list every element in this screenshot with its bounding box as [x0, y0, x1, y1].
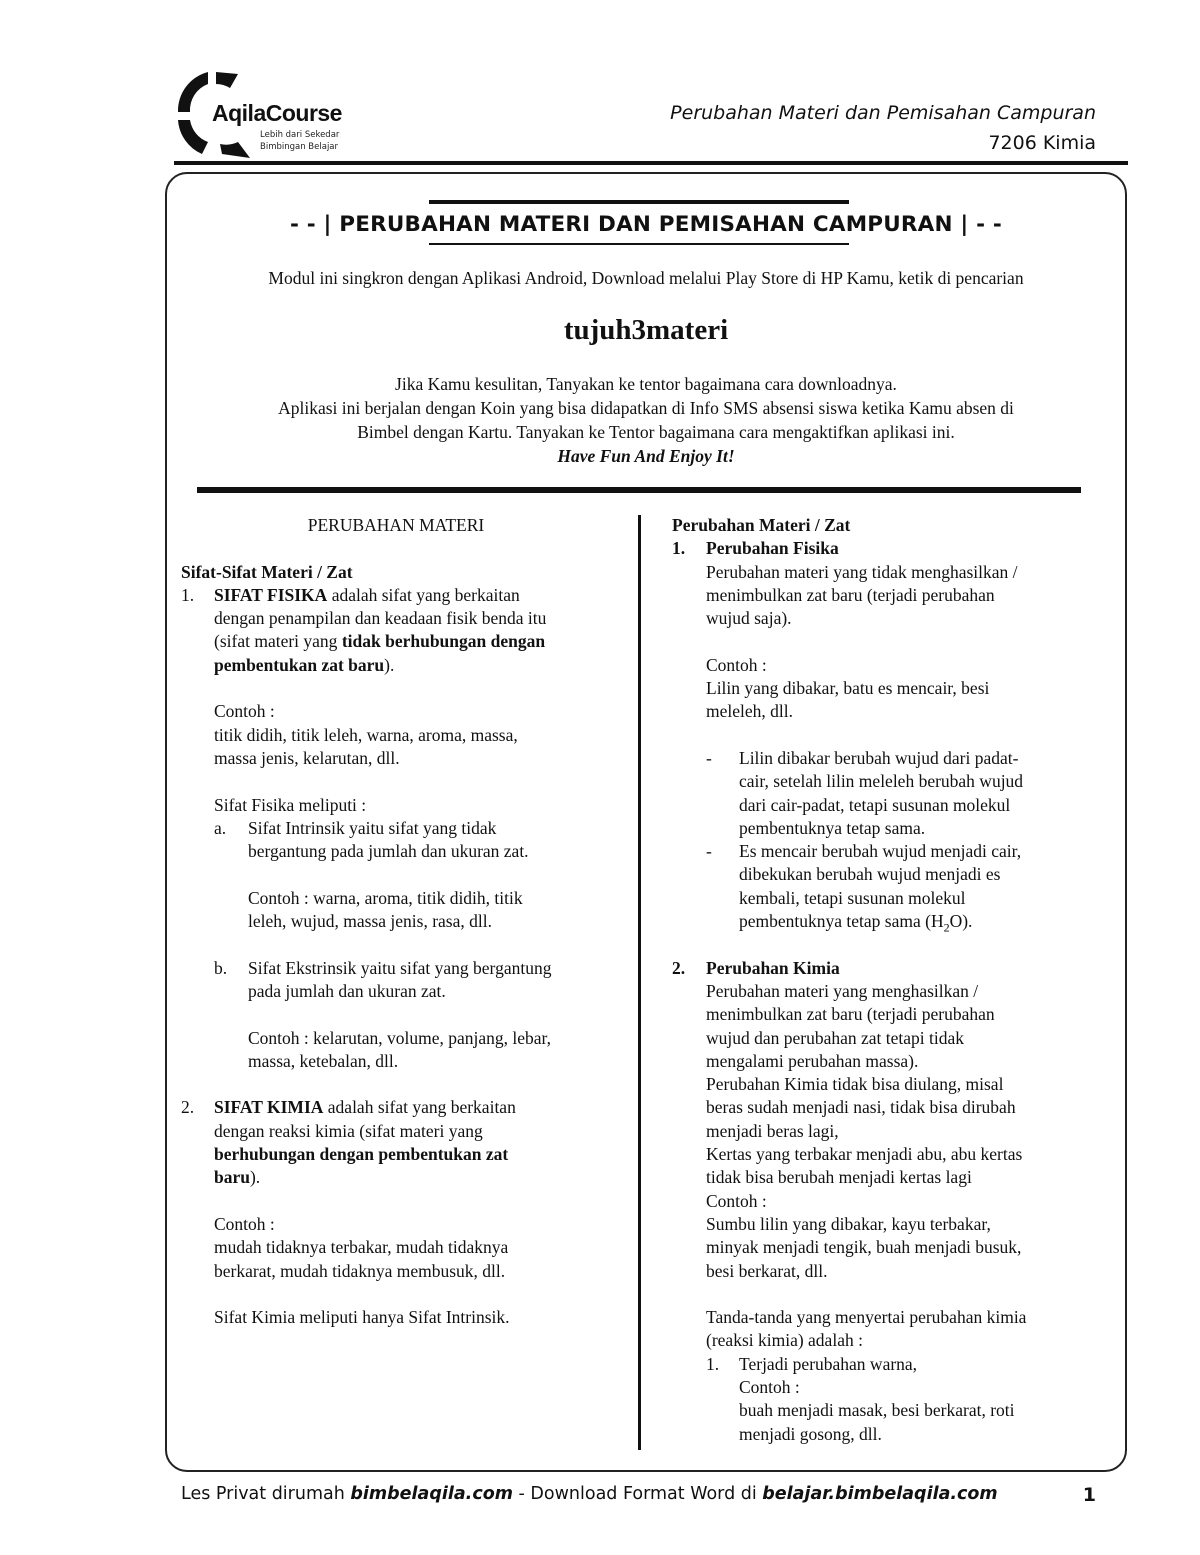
subheading: Sifat-Sifat Materi / Zat — [181, 561, 353, 582]
text-line: dari cair-padat, tetapi susunan molekul — [739, 794, 1011, 815]
module-title: - - | PERUBAHAN MATERI DAN PEMISAHAN CAMPURAN | - - — [289, 212, 1003, 237]
text-line: Perubahan Kimia tidak bisa diulang, misal — [706, 1074, 1004, 1095]
text-line: buah menjadi masak, besi berkarat, roti — [739, 1400, 1015, 1421]
text-line: pada jumlah dan ukuran zat. — [248, 980, 446, 1001]
text-line: dengan reaksi kimia (sifat materi yang — [214, 1120, 483, 1141]
intro-divider — [197, 487, 1081, 493]
list-item: 2. Perubahan Kimia — [672, 957, 840, 978]
right-column — [672, 514, 1102, 1446]
intro-line: Aplikasi ini berjalan dengan Koin yang bisa didapatkan di Info SMS absensi siswa ketika Kamu absen di — [278, 398, 1014, 418]
text-line: beras sudah menjadi nasi, tidak bisa dirubah — [706, 1097, 1016, 1118]
logo-name: AqilaCourse — [212, 100, 342, 126]
text-line: dengan penampilan dan keadaan fisik benda itu — [214, 608, 547, 629]
text-line: Contoh : kelarutan, volume, panjang, lebar, — [248, 1027, 552, 1048]
list-item: - Es mencair berubah wujud menjadi cair, — [706, 841, 1022, 862]
text-line: Perubahan materi yang tidak menghasilkan / — [706, 561, 1018, 582]
text-line: titik didih, titik leleh, warna, aroma, massa, — [214, 724, 518, 745]
text-line: massa jenis, kelarutan, dll. — [214, 747, 400, 768]
footer — [181, 1484, 998, 1504]
list-item: 1. SIFAT FISIKA adalah sifat yang berkaitan — [181, 584, 520, 605]
list-item: 1. Terjadi perubahan warna, — [706, 1353, 918, 1374]
section-heading: PERUBAHAN MATERI — [307, 515, 485, 535]
text-line: bergantung pada jumlah dan ukuran zat. — [248, 841, 529, 862]
text-line: cair, setelah lilin meleleh berubah wujud — [739, 771, 1024, 792]
text-line: wujud saja). — [706, 608, 792, 629]
left-column — [181, 514, 621, 1329]
text-line: Contoh : warna, aroma, titik didih, titik — [248, 887, 523, 908]
text-line: Contoh : — [739, 1376, 800, 1397]
title-rule-top — [429, 200, 849, 204]
text-line: menimbulkan zat baru (terjadi perubahan — [706, 584, 995, 605]
logo-tagline: Bimbingan Belajar — [260, 142, 339, 152]
text-line: kembali, tetapi susunan molekul — [739, 887, 966, 908]
text-line: meleleh, dll. — [706, 701, 793, 722]
text-line: menjadi beras lagi, — [706, 1120, 839, 1141]
section-heading: Perubahan Materi / Zat — [672, 515, 851, 535]
text-line: Sifat Fisika meliputi : — [214, 794, 367, 815]
app-name: tujuh3materi — [563, 314, 729, 346]
text-line: baru). — [214, 1167, 261, 1188]
intro-tagline: Have Fun And Enjoy It! — [557, 446, 735, 466]
footer-text: Les Privat dirumah — [181, 1484, 351, 1504]
text-line: mengalami perubahan massa). — [706, 1050, 919, 1071]
text-line: Sifat Kimia meliputi hanya Sifat Intrinsik. — [214, 1307, 510, 1328]
text-line: berhubungan dengan pembentukan zat — [214, 1144, 509, 1165]
text-line: mudah tidaknya terbakar, mudah tidaknya — [214, 1237, 509, 1258]
text-line: pembentuknya tetap sama $(H_2O)$. — [739, 911, 973, 935]
text-line: minyak menjadi tengik, buah menjadi busuk, — [706, 1237, 1022, 1258]
list-item: 1. Perubahan Fisika — [672, 538, 839, 559]
column-divider — [638, 515, 641, 1450]
list-item: a. Sifat Intrinsik yaitu sifat yang tidak — [214, 817, 497, 838]
intro-line: Modul ini singkron dengan Aplikasi Android, Download melalui Play Store di HP Kamu, ketik di pencarian — [268, 268, 1024, 288]
text-line: Contoh : — [214, 701, 275, 722]
logo-tagline: Lebih dari Sekedar — [260, 130, 340, 140]
text-line: Tanda-tanda yang menyertai perubahan kimia — [706, 1307, 1027, 1328]
text-line: massa, ketebalan, dll. — [248, 1050, 399, 1071]
header-divider — [174, 161, 1128, 165]
footer-link[interactable]: belajar.bimbelaqila.com — [762, 1484, 998, 1504]
text-line: Lilin yang dibakar, batu es mencair, besi — [706, 678, 990, 699]
header-title: Perubahan Materi dan Pemisahan Campuran — [670, 102, 1096, 124]
text-line: Sumbu lilin yang dibakar, kayu terbakar, — [706, 1213, 991, 1234]
logo — [172, 68, 362, 160]
intro-line: Jika Kamu kesulitan, Tanyakan ke tentor bagaimana cara downloadnya. — [395, 374, 897, 394]
text-line: menjadi gosong, dll. — [739, 1423, 882, 1444]
list-item: b. Sifat Ekstrinsik yaitu sifat yang bergantung — [214, 957, 552, 978]
page-number: 1 — [1082, 1484, 1096, 1506]
text-line: (sifat materi yang tidak berhubungan dengan — [214, 631, 546, 652]
text-line: wujud dan perubahan zat tetapi tidak — [706, 1027, 965, 1048]
text-line: Perubahan materi yang menghasilkan / — [706, 980, 979, 1001]
list-item: - Lilin dibakar berubah wujud dari padat- — [706, 747, 1019, 768]
intro-line: Bimbel dengan Kartu. Tanyakan ke Tentor bagaimana cara mengaktifkan aplikasi ini. — [357, 422, 955, 442]
text-line: Kertas yang terbakar menjadi abu, abu kertas — [706, 1144, 1023, 1165]
text-line: Contoh : — [214, 1213, 275, 1234]
text-line: pembentukan zat baru). — [214, 654, 395, 675]
text-line: menimbulkan zat baru (terjadi perubahan — [706, 1004, 995, 1025]
text-line: dibekukan berubah wujud menjadi es — [739, 864, 1001, 885]
title-rule-bottom — [429, 243, 849, 245]
text-line: Contoh : — [706, 654, 767, 675]
text-line: pembentuknya tetap sama. — [739, 817, 926, 838]
text-line: leleh, wujud, massa jenis, rasa, dll. — [248, 911, 492, 932]
footer-text: - Download Format Word di — [512, 1484, 763, 1504]
text-line: besi berkarat, dll. — [706, 1260, 828, 1281]
text-line: berkarat, mudah tidaknya membusuk, dll. — [214, 1260, 506, 1281]
text-line: (reaksi kimia) adalah : — [706, 1330, 863, 1351]
footer-link[interactable]: bimbelaqila.com — [350, 1484, 513, 1504]
text-line: tidak bisa berubah menjadi kertas lagi — [706, 1167, 972, 1188]
header-code: 7206 Kimia — [988, 132, 1096, 154]
text-line: Contoh : — [706, 1190, 767, 1211]
list-item: 2. SIFAT KIMIA adalah sifat yang berkaitan — [181, 1097, 516, 1118]
